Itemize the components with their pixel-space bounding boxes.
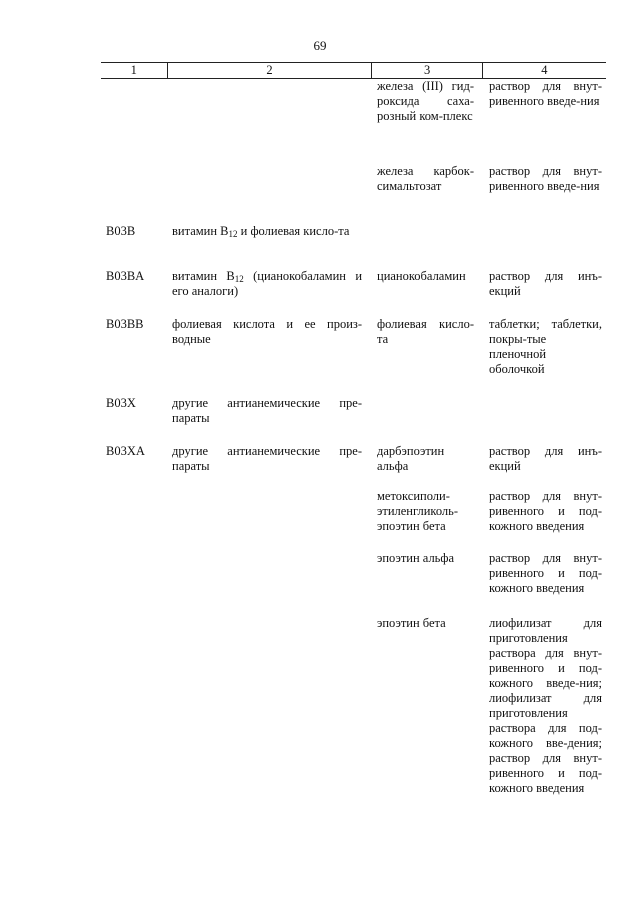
table-row	[101, 317, 606, 396]
dosage-form: раствор для инъ-екций	[489, 444, 602, 473]
header-col-3: 3	[371, 63, 481, 78]
pharm-group	[167, 164, 372, 224]
drug-name: железа (III) гид-роксида саха-розный ком-плекс	[377, 79, 474, 123]
atc-code	[101, 616, 167, 846]
dosage-form: раствор для внут-ривенного и под-кожного введения	[489, 551, 602, 595]
pharm-group	[167, 224, 372, 269]
header-col-4: 4	[482, 63, 606, 78]
pharm-group-subscript: 12	[228, 229, 238, 239]
pharm-group: фолиевая кислота и ее произ-водные	[172, 317, 362, 346]
pharm-group	[167, 551, 372, 616]
dosage-form	[482, 396, 606, 444]
atc-code	[101, 164, 167, 224]
dosage-form: раствор для внут-ривенного введе-ния	[489, 164, 602, 193]
pharm-group-suffix: и фолиевая кисло-та	[237, 224, 350, 238]
drug-name: эпоэтин альфа	[377, 551, 455, 565]
dosage-form: раствор для инъ-екций	[489, 269, 602, 298]
pharm-group-suffix: (цианокобаламин и его аналоги)	[172, 269, 363, 298]
dosage-form: таблетки; таблетки, покры-тые пленочной оболочкой	[489, 317, 602, 376]
drug-name: железа карбок-симальтозат	[377, 164, 474, 193]
table-row	[101, 489, 606, 551]
dosage-form: раствор для внут-ривенного введе-ния	[489, 79, 602, 108]
atc-code	[101, 79, 167, 164]
drug-table	[101, 62, 606, 846]
atc-code: B03BB	[106, 317, 144, 331]
pharm-group	[167, 269, 372, 317]
pharm-group: другие антианемические пре-параты	[172, 444, 362, 473]
pharm-group	[167, 489, 372, 551]
table-row	[101, 269, 606, 317]
pharm-group-subscript: 12	[234, 274, 244, 284]
atc-code: B03B	[106, 224, 136, 238]
atc-code	[101, 551, 167, 616]
drug-name: дарбэпоэтин альфа	[377, 444, 445, 473]
table-row	[101, 396, 606, 444]
atc-code	[101, 489, 167, 551]
pharm-group: другие антианемические пре-параты	[172, 396, 362, 425]
table-row	[101, 164, 606, 224]
drug-name: метоксиполи-этиленгликоль-эпоэтин бета	[377, 489, 459, 533]
table-row	[101, 444, 606, 489]
dosage-form: раствор для внут-ривенного и под-кожного введения	[489, 489, 602, 533]
pharm-group	[167, 79, 372, 164]
drug-name	[372, 396, 482, 444]
table-row	[101, 551, 606, 616]
header-col-1: 1	[130, 63, 137, 77]
dosage-form	[482, 224, 606, 269]
drug-name: цианокобаламин	[377, 269, 466, 283]
header-col-2: 2	[167, 63, 372, 78]
pharm-group	[167, 616, 372, 846]
drug-name: фолиевая кисло-та	[377, 317, 474, 346]
pharm-group-prefix: витамин B	[172, 224, 229, 238]
atc-code: B03BA	[106, 269, 145, 283]
table-row	[101, 224, 606, 269]
drug-name	[372, 224, 482, 269]
atc-code: B03X	[106, 396, 136, 410]
pharm-group-prefix: витамин B	[172, 269, 235, 283]
table-row	[101, 79, 606, 164]
drug-name: эпоэтин бета	[377, 616, 446, 630]
page-number: 69	[313, 38, 327, 53]
atc-code: B03XA	[106, 444, 145, 458]
dosage-form: лиофилизат для приготовления раствора для внут-ривенного и под-кожного введе-ния; лиофилизат для приготовления раствора для под-кожного вве-дения; раствор для внут-ривенного и под-кожного введения	[489, 616, 602, 795]
table-row	[101, 616, 606, 846]
table-header	[101, 62, 606, 79]
